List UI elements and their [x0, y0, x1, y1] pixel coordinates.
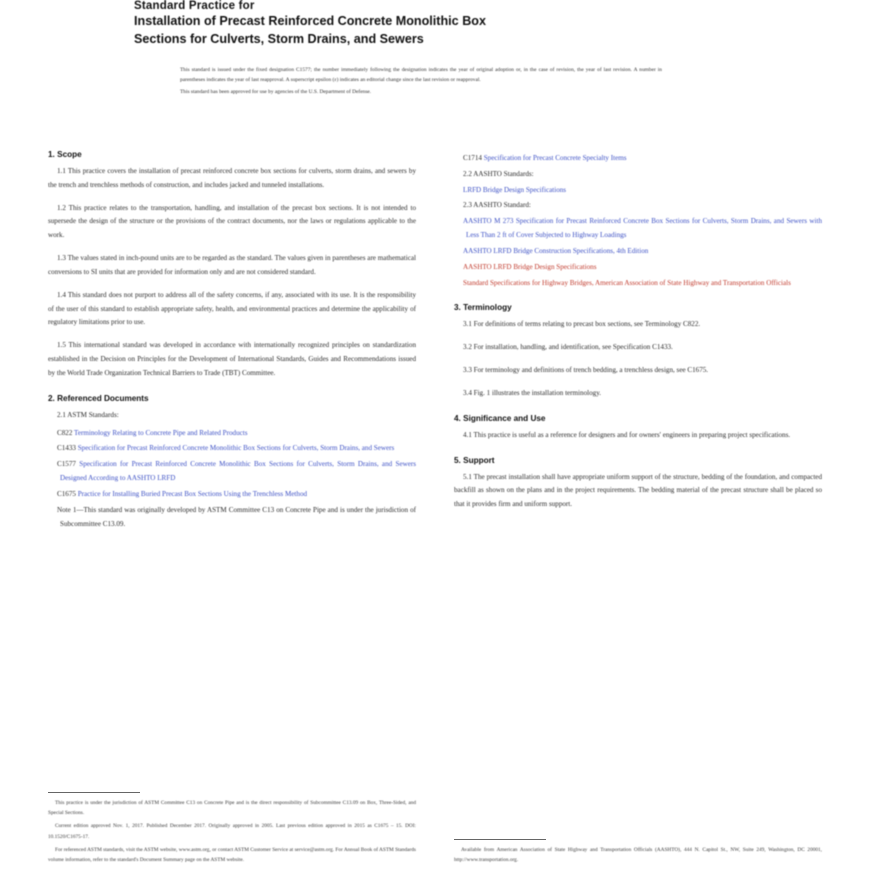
- footnote: For referenced ASTM standards, visit the ASTM website, www.astm.org, or contact ASTM Customer Service at service@astm.org. For Annual Book of ASTM Standards volume information, refer to the standard's Document Summary page on the ASTM website.: [48, 846, 416, 863]
- paragraph: 3.3 For terminology and definitions of trench bedding, a trenchless design, see C1675.: [463, 366, 709, 375]
- list-item[interactable]: [48, 488, 416, 502]
- list-item[interactable]: [48, 458, 416, 486]
- reference-id: C1433: [57, 444, 76, 453]
- footnote: This practice is under the jurisdiction of ASTM Committee C13 on Concrete Pipe and is the direct responsibility of Subcommittee C13.09 on Box, Three-Sided, and Special Sections.: [48, 800, 416, 817]
- reference-title: AASHTO LRFD Bridge Construction Specifications, 4th Edition: [463, 246, 649, 255]
- left-column-footnotes: [48, 780, 416, 868]
- reference-list-continued: [454, 152, 822, 290]
- list-item[interactable]: [454, 152, 822, 166]
- paragraph: 3.1 For definitions of terms relating to precast box sections, see Terminology C822.: [463, 320, 701, 329]
- paragraph: 1.1 This practice covers the installation of precast reinforced concrete box sections for culverts, storm drains, and sewers by the trench and trenchless methods of construction, and includes jacked and tunneled installations.: [48, 167, 416, 189]
- standard-title: [134, 13, 782, 49]
- standard-preamble: [134, 65, 782, 97]
- paragraph: 5.1 The precast installation shall have appropriate uniform support of the structure, bedding of the foundation, and compacted backfill as shown on the plans and in the project requirements. The bedding material of the precast structure shall be placed so that it provides firm and uniform support.: [454, 472, 822, 509]
- paragraph: 3.2 For installation, handling, and identification, see Specification C1433.: [463, 343, 673, 352]
- reference-title: 2.2 AASHTO Standards:: [463, 169, 534, 178]
- paragraph: 3.4 Fig. 1 illustrates the installation terminology.: [463, 388, 602, 397]
- standard-designation: Standard Practice for: [134, 0, 255, 12]
- list-item: [454, 168, 822, 182]
- reference-list: [48, 427, 416, 532]
- list-item[interactable]: [454, 277, 822, 291]
- two-column-body: [48, 150, 822, 870]
- section-heading-referenced-documents: 2. Referenced Documents: [48, 393, 149, 403]
- paragraph: 1.3 The values stated in inch-pound units are to be regarded as the standard. The values given in parentheses are mathematical conversions to SI units that are provided for information only and are not considered standard.: [48, 254, 416, 276]
- list-item[interactable]: [48, 442, 416, 456]
- reference-title: Specification for Precast Concrete Specialty Items: [483, 154, 627, 162]
- reference-id: C822: [57, 428, 73, 437]
- list-item[interactable]: [48, 427, 416, 441]
- reference-title: Specification for Precast Reinforced Concrete Monolithic Box Sections for Culverts, Storm Drains, and Sewers Designed According to AASHTO LRFD: [60, 460, 416, 483]
- paragraph: 4.1 This practice is useful as a reference for designers and for owners' engineers in preparing project specifications.: [463, 430, 791, 439]
- reference-title: AASHTO M 273 Specification for Precast Reinforced Concrete Box Sections for Culverts, Storm Drains, and Sewers with Less Than 2 ft of Cover Subjected to Highway Loadings: [463, 217, 822, 240]
- footnote-block: [454, 845, 822, 865]
- document-header: [48, 0, 822, 97]
- right-column: [454, 150, 822, 870]
- preamble-paragraph-1: This standard is issued under the fixed designation C1577; the number immediately following the designation indicates the year of original adoption or, in the case of revision, the year of last revision. A number in parentheses indicates the year of last reapproval. A superscript epsilon (ε) indicates an editorial change since the last revision or reapproval.: [180, 66, 662, 83]
- section-heading-terminology: 3. Terminology: [454, 303, 512, 313]
- list-item[interactable]: [454, 215, 822, 243]
- section-heading-significance-and-use: 4. Significance and Use: [454, 413, 546, 423]
- preamble-paragraph-2: This standard has been approved for use by agencies of the U.S. Department of Defense.: [180, 88, 372, 95]
- left-column: [48, 150, 416, 870]
- reference-title: AASHTO LRFD Bridge Design Specifications: [463, 262, 597, 271]
- reference-id: C1577: [57, 460, 76, 469]
- right-column-footnotes: [454, 827, 822, 868]
- reference-title: LRFD Bridge Design Specifications: [463, 185, 567, 194]
- subsection-astm-standards: 2.1 ASTM Standards:: [57, 410, 119, 419]
- paragraph: 1.5 This international standard was developed in accordance with internationally recognized principles on standardization established in the Decision on Principles for the Development of International Standards, Guides and Recommendations issued by the World Trade Organization Technical Barriers to Trade (TBT) Committee.: [48, 341, 416, 377]
- footnote-divider: [454, 839, 546, 840]
- footnote-block: [48, 798, 416, 865]
- paragraph: 1.2 This practice relates to the transportation, handling, and installation of the precast box sections. It is not intended to supersede the design of the structure or the provisions of the contract documents, nor the laws or regulations applicable to the work.: [48, 203, 416, 240]
- reference-title: 2.3 AASHTO Standard:: [463, 201, 531, 210]
- reference-title: Specification for Precast Reinforced Concrete Monolithic Box Sections for Culverts, Storm Drains, and Sewers: [77, 444, 395, 453]
- reference-title: Standard Specifications for Highway Bridges, American Association of State Highway and Transportation Officials: [463, 278, 791, 287]
- section-heading-support: 5. Support: [454, 455, 495, 465]
- paragraph: 1.4 This standard does not purport to address all of the safety concerns, if any, associated with its use. It is the responsibility of the user of this standard to establish appropriate safety, health, and environmental practices and determine the applicability of regulatory limitations prior to use.: [48, 290, 416, 327]
- footnote-divider: [48, 792, 140, 793]
- reference-title: Terminology Relating to Concrete Pipe and Related Products: [74, 428, 248, 437]
- title-line-1: Installation of Precast Reinforced Concrete Monolithic Box: [134, 14, 486, 28]
- list-item[interactable]: [454, 261, 822, 275]
- list-item[interactable]: [454, 184, 822, 198]
- footnote: Current edition approved Nov. 1, 2017. Published December 2017. Originally approved in 2005. Last previous edition approved in 2015 as C1675 – 15. DOI: 10.1520/C1675-17.: [48, 823, 416, 840]
- footnote: Available from American Association of State Highway and Transportation Officials (AASHTO), 444 N. Capitol St., NW, Suite 249, Washington, DC 20001, http://www.transportation.org.: [454, 846, 822, 863]
- list-item-note: [48, 504, 416, 532]
- reference-id: C1675: [57, 489, 76, 498]
- list-item[interactable]: [454, 245, 822, 259]
- title-line-2: Sections for Culverts, Storm Drains, and Sewers: [134, 31, 424, 46]
- list-item: [454, 199, 822, 213]
- reference-title: Practice for Installing Buried Precast Box Sections Using the Trenchless Method: [77, 489, 308, 498]
- reference-id: C1714: [463, 154, 482, 162]
- reference-note: Note 1—This standard was originally developed by ASTM Committee C13 on Concrete Pipe and is under the jurisdiction of Subcommittee C13.09.: [57, 505, 416, 528]
- section-heading-scope: 1. Scope: [48, 150, 82, 159]
